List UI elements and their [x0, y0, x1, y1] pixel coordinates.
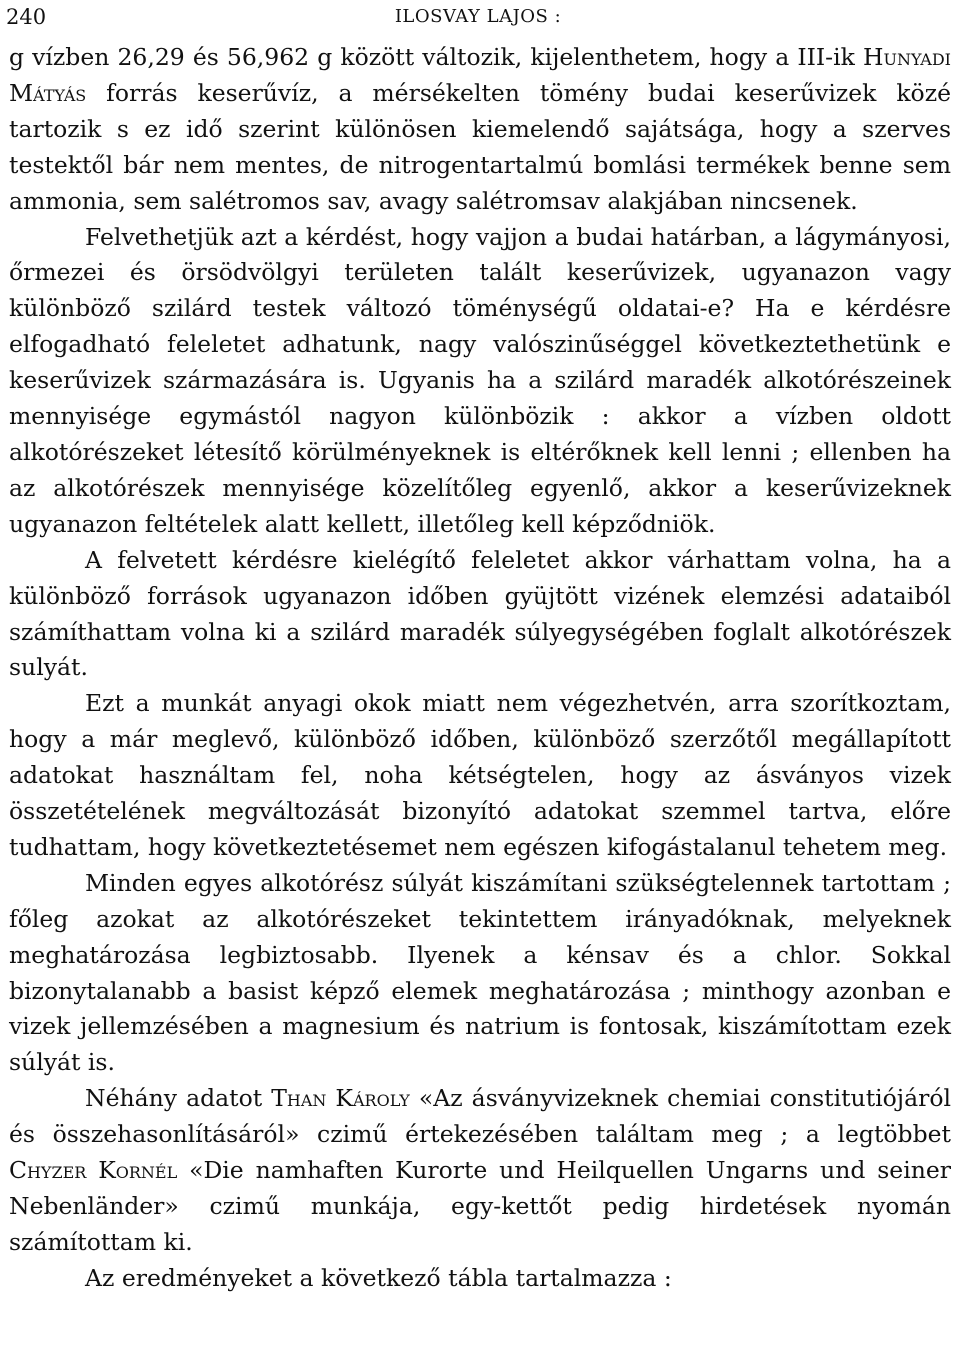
paragraph-1-segment-1: g vízben 26,29 és 56,962 g között változik, kijelenthetem, hogy a III-ik — [9, 43, 863, 71]
paragraph-5-segment-1: Minden egyes alkotórész súlyát kiszámítani szükségtelennek tartottam ; főleg azokat az alkotórészeket tekintettem irányadóknak, melyeknek meghatározása legbiztosabb. Ilyenek a kénsav és a chlor. Sokkal bizonytalanabb a basist képző elemek meghatározása ; minthogy azonban e vizek jellemzésében a magnesium és natrium is fontosak, kiszámítottam ezek súlyát is. — [9, 868, 951, 1077]
running-title: ILOSVAY LAJOS : — [394, 6, 562, 27]
paragraph-1-segment-3: forrás keserűvíz, a mérsékelten tömény budai keserűvizek közé tartozik s ez idő szerint különösen kiemelendő sajátsága, hogy a szerves testektől bár nem mentes, de nitrogentartalmú bomlási termékek benne sem ammonia, sem salétromos sav, avagy salétromsav alakjában nincsenek. — [9, 78, 951, 215]
paragraph-1 — [9, 40, 951, 220]
page-number: 240 — [6, 5, 47, 29]
paragraph-2 — [9, 220, 951, 543]
paragraph-7-segment-1: Az eredményeket a következő tábla tartalmazza : — [85, 1263, 672, 1292]
author-name-hunyadi-matyas: Hunyadi Mátyás — [9, 43, 951, 107]
paragraph-3-segment-1: A felvetett kérdésre kielégítő feleletet akkor várhattam volna, ha a különböző források ugyanazon időben gyüjtött vizének elemzési adataiból számíthattam volna ki a szilárd maradék súlyegységében foglalt alkotórészek sulyát. — [9, 545, 951, 682]
paragraph-4-segment-1: Ezt a munkát anyagi okok miatt nem végezhetvén, arra szorítkoztam, hogy a már meglevő, különböző időben, különböző szerzőtől megállapított adatokat használtam fel, noha kétségtelen, hogy az ásványos vizek összetételének megváltozását bizonyító adatokat szemmel tartva, előre tudhattam, hogy következtetésemet nem egészen kifogástalanul tehetem meg. — [9, 689, 951, 861]
author-name-than-karoly: Than Károly — [271, 1084, 410, 1113]
author-name-chyzer-kornel: Chyzer Kornél — [9, 1156, 178, 1185]
paragraph-6 — [9, 1081, 951, 1261]
paragraph-6-segment-1: Néhány adatot — [85, 1084, 272, 1113]
paragraph-7 — [9, 1261, 951, 1297]
paragraph-6-segment-3: «Az ásványvizeknek chemiai constitutiójáról és összehasonlításáról» czimű értekezésében találtam meg ; a legtöbbet — [9, 1084, 951, 1149]
body-text — [9, 40, 951, 1297]
paragraph-2-segment-1: Felvethetjük azt a kérdést, hogy vajjon a budai határban, a lágymányosi, őrmezei és örsödvölgyi területen talált keserűvizek, ugyanazon vagy különböző szilárd testek változó töménységű oldatai-e? Ha e kérdésre elfogadható feleletet adhatunk, nagy valószinűséggel következtethetünk e keserűvizek származására is. Ugyanis ha a szilárd maradék alkotórészeinek mennyisége egymástól nagyon különbözik : akkor a vízben oldott alkotórészeket létesítő körülményeknek is eltérőknek kell lenni ; ellenben ha az alkotórészek mennyisége közelítőleg egyenlő, akkor a keserűvizeknek ugyanazon feltételek alatt kellett, illetőleg kell képződniök. — [9, 222, 951, 538]
paragraph-4 — [9, 686, 951, 866]
running-head — [6, 4, 950, 30]
paragraph-6-segment-5: «Die namhaften Kurorte und Heilquellen Ungarns und seiner Nebenländer» czimű munkája, egy-kettőt pedig hirdetések nyomán számítottam ki. — [9, 1156, 951, 1256]
paragraph-3 — [9, 543, 951, 687]
paragraph-5 — [9, 866, 951, 1081]
